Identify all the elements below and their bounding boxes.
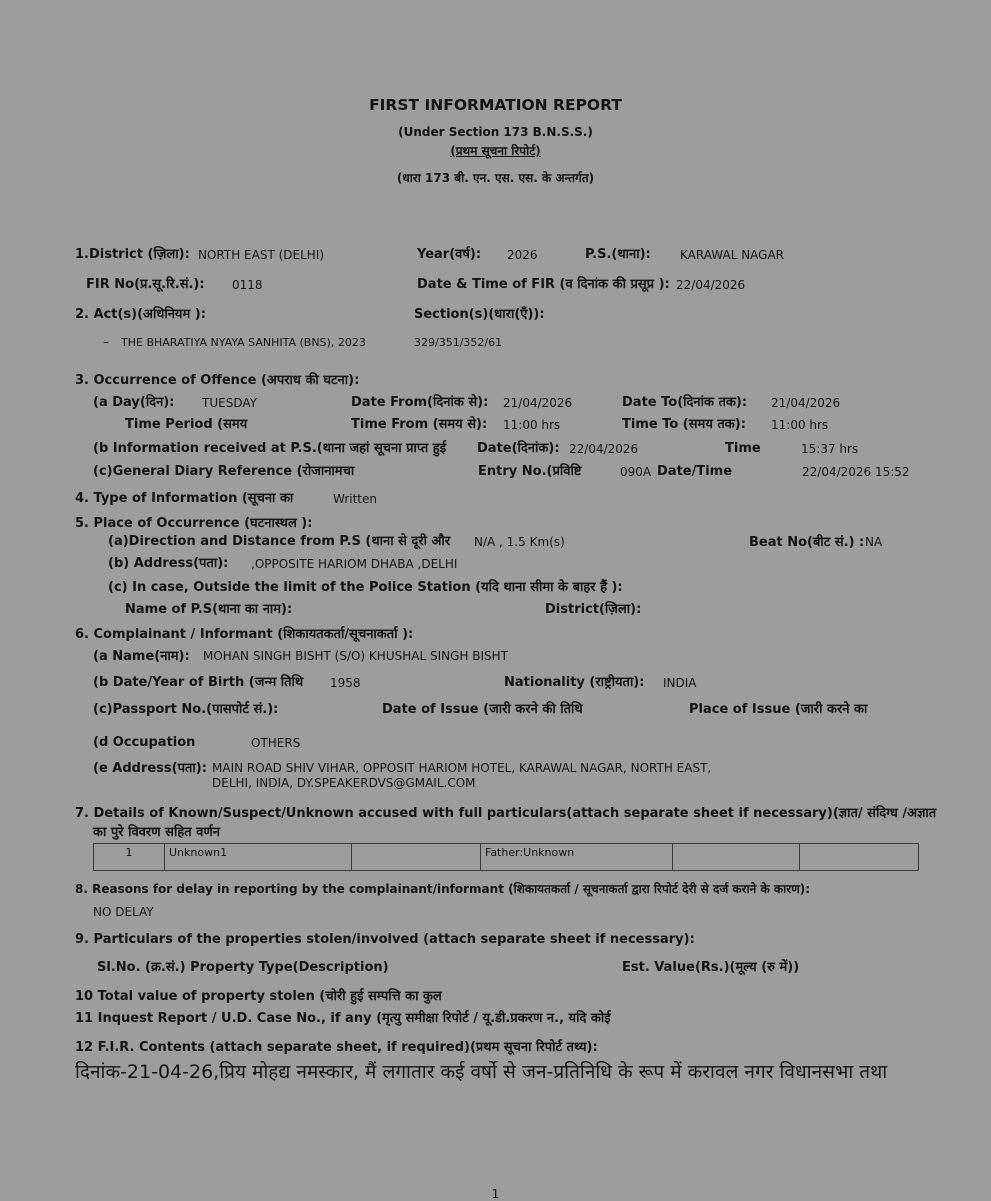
outside-limit-label: (c) In case, Outside the limit of the Police Station (यदि थाना सीमा के बाहर हैं ): — [108, 580, 623, 595]
table-cell: Unknown1 — [165, 844, 352, 871]
time-to-value: 11:00 hrs — [771, 418, 829, 432]
nationality-label: Nationality (राष्ट्रीयता): — [504, 675, 645, 690]
fir-date-value: 22/04/2026 — [676, 278, 746, 292]
act-dash: – — [103, 335, 109, 349]
occurrence-heading: 3. Occurrence of Offence (अपराध की घटना): — [75, 373, 360, 388]
ps-name-label: Name of P.S(थाना का नाम): — [125, 602, 293, 617]
year-value: 2026 — [507, 248, 538, 262]
gd-datetime-value: 22/04/2026 15:52 — [802, 465, 910, 479]
page-number: 1 — [491, 1187, 500, 1201]
est-value-label: Est. Value(Rs.)(मूल्य (रु में)) — [622, 960, 800, 975]
district-value: NORTH EAST (DELHI) — [198, 248, 325, 262]
day-label: (a Day(दिन): — [93, 395, 175, 410]
ps-label: P.S.(थाना): — [585, 247, 651, 262]
issue-date-label: Date of Issue (जारी करने की तिथि — [382, 702, 583, 717]
accused-label: 7. Details of Known/Suspect/Unknown accused with full particulars(attach separate sheet if necessary)(ज्ञात/ संदिग्ध /अज्ञात — [75, 806, 937, 821]
info-type-value: Written — [333, 492, 377, 506]
fir-no-label: FIR No(प्र.सू.रि.सं.): — [86, 277, 205, 292]
fir-date-label: Date & Time of FIR (व दिनांक की प्रसूप्र ): — [417, 277, 670, 292]
date-from-label: Date From(दिनांक से): — [351, 395, 489, 410]
delay-label: 8. Reasons for delay in reporting by the complainant/informant (शिकायतकर्ता / सूचनाकर्ता द्वारा रिपोर्ट देरी से दर्ज कराने के कारण): — [75, 882, 811, 896]
table-cell — [352, 844, 481, 871]
delay-value: NO DELAY — [93, 905, 154, 919]
time-to-label: Time To (समय तक): — [622, 417, 746, 432]
entry-no-value: 090A — [620, 465, 652, 479]
table-cell — [673, 844, 800, 871]
table-cell: 1 — [94, 844, 165, 871]
properties-label: 9. Particulars of the properties stolen/involved (attach separate sheet if necessary): — [75, 932, 695, 947]
inquest-label: 11 Inquest Report / U.D. Case No., if any (मृत्यु समीक्षा रिपोर्ट / यू.डी.प्रकरण न., यदि कोई — [75, 1011, 611, 1026]
report-subtitle: (Under Section 173 B.N.S.S.) — [398, 125, 593, 139]
complainant-address-line2: DELHI, INDIA, DY.SPEAKERDVS@GMAIL.COM — [212, 776, 476, 790]
direction-value: N/A , 1.5 Km(s) — [474, 535, 565, 549]
sections-label: Section(s)(धारा(एँ)): — [414, 307, 545, 322]
table-cell — [800, 844, 919, 871]
info-type-label: 4. Type of Information (सूचना का — [75, 491, 294, 506]
beat-value: NA — [865, 535, 883, 549]
accused-label-cont: का पुरे विवरण सहित वर्णन — [93, 825, 221, 840]
fir-contents-text: दिनांक-21-04-26,प्रिय मोहद्य नमस्कार, मैं लगातार कई वर्षो से जन-प्रतिनिधि के रूप में करावल नगर विधानसभा तथा — [75, 1061, 888, 1083]
report-title: FIRST INFORMATION REPORT — [369, 96, 622, 114]
table-row — [94, 844, 919, 871]
entry-no-label: Entry No.(प्रविष्टि — [478, 464, 582, 479]
fir-no-value: 0118 — [232, 278, 263, 292]
time-from-label: Time From (समय से): — [351, 417, 488, 432]
date-from-value: 21/04/2026 — [503, 396, 573, 410]
nationality-value: INDIA — [663, 676, 697, 690]
year-label: Year(वर्ष): — [417, 247, 482, 262]
outside-district-label: District(ज़िला): — [545, 602, 642, 617]
occupation-value: OTHERS — [251, 736, 301, 750]
complainant-address-line1: MAIN ROAD SHIV VIHAR, OPPOSIT HARIOM HOTEL, KARAWAL NAGAR, NORTH EAST, — [212, 761, 712, 775]
acts-label: 2. Act(s)(अधिनियम ): — [75, 307, 206, 322]
place-address-value: ,OPPOSITE HARIOM DHABA ,DELHI — [251, 557, 458, 571]
passport-label: (c)Passport No.(पासपोर्ट सं.): — [93, 702, 279, 717]
time-from-value: 11:00 hrs — [503, 418, 561, 432]
section-value: 329/351/352/61 — [414, 336, 503, 349]
gd-reference-label: (c)General Diary Reference (रोजानामचा — [93, 464, 355, 479]
complainant-name-value: MOHAN SINGH BISHT (S/O) KHUSHAL SINGH BISHT — [203, 649, 508, 663]
gd-datetime-label: Date/Time — [657, 464, 733, 479]
info-time-value: 15:37 hrs — [801, 442, 859, 456]
dob-label: (b Date/Year of Birth (जन्म तिथि — [93, 675, 304, 690]
place-address-label: (b) Address(पता): — [108, 556, 229, 571]
time-period-label: Time Period (समय — [125, 417, 248, 432]
date-to-label: Date To(दिनांक तक): — [622, 395, 748, 410]
report-subtitle-hindi: (प्रथम सूचना रिपोर्ट) — [450, 144, 541, 158]
ps-value: KARAWAL NAGAR — [680, 248, 785, 262]
property-columns-label: Sl.No. (क्र.सं.) Property Type(Description) — [97, 960, 389, 975]
accused-table — [93, 843, 919, 871]
complainant-heading: 6. Complainant / Informant (शिकायतकर्ता/सूचनाकर्ता ): — [75, 627, 414, 642]
occupation-label: (d Occupation — [93, 735, 196, 750]
complainant-name-label: (a Name(नाम): — [93, 649, 190, 664]
info-received-label: (b Information received at P.S.(थाना जहां सूचना प्राप्त हुई — [93, 441, 447, 456]
info-date-label: Date(दिनांक): — [477, 441, 560, 456]
table-cell: Father:Unknown — [481, 844, 673, 871]
act-value: THE BHARATIYA NYAYA SANHITA (BNS), 2023 — [121, 336, 366, 349]
day-value: TUESDAY — [202, 396, 257, 410]
info-time-label: Time — [725, 441, 761, 456]
fir-contents-label: 12 F.I.R. Contents (attach separate sheet, if required)(प्रथम सूचना रिपोर्ट तथ्य): — [75, 1040, 598, 1055]
info-date-value: 22/04/2026 — [569, 442, 639, 456]
dob-value: 1958 — [330, 676, 361, 690]
total-value-label: 10 Total value of property stolen (चोरी हुई सम्पत्ति का कुल — [75, 989, 442, 1004]
complainant-address-label: (e Address(पता): — [93, 761, 207, 776]
date-to-value: 21/04/2026 — [771, 396, 841, 410]
report-subtitle-hindi-section: (धारा 173 बी. एन. एस. एस. के अन्तर्गत) — [396, 171, 595, 185]
direction-label: (a)Direction and Distance from P.S (थाना से दूरी और — [108, 534, 451, 549]
district-label: 1.District (ज़िला): — [75, 247, 190, 262]
beat-label: Beat No(बीट सं.) : — [749, 535, 865, 550]
issue-place-label: Place of Issue (जारी करने का — [689, 702, 868, 717]
place-heading: 5. Place of Occurrence (घटनास्थल ): — [75, 516, 313, 531]
